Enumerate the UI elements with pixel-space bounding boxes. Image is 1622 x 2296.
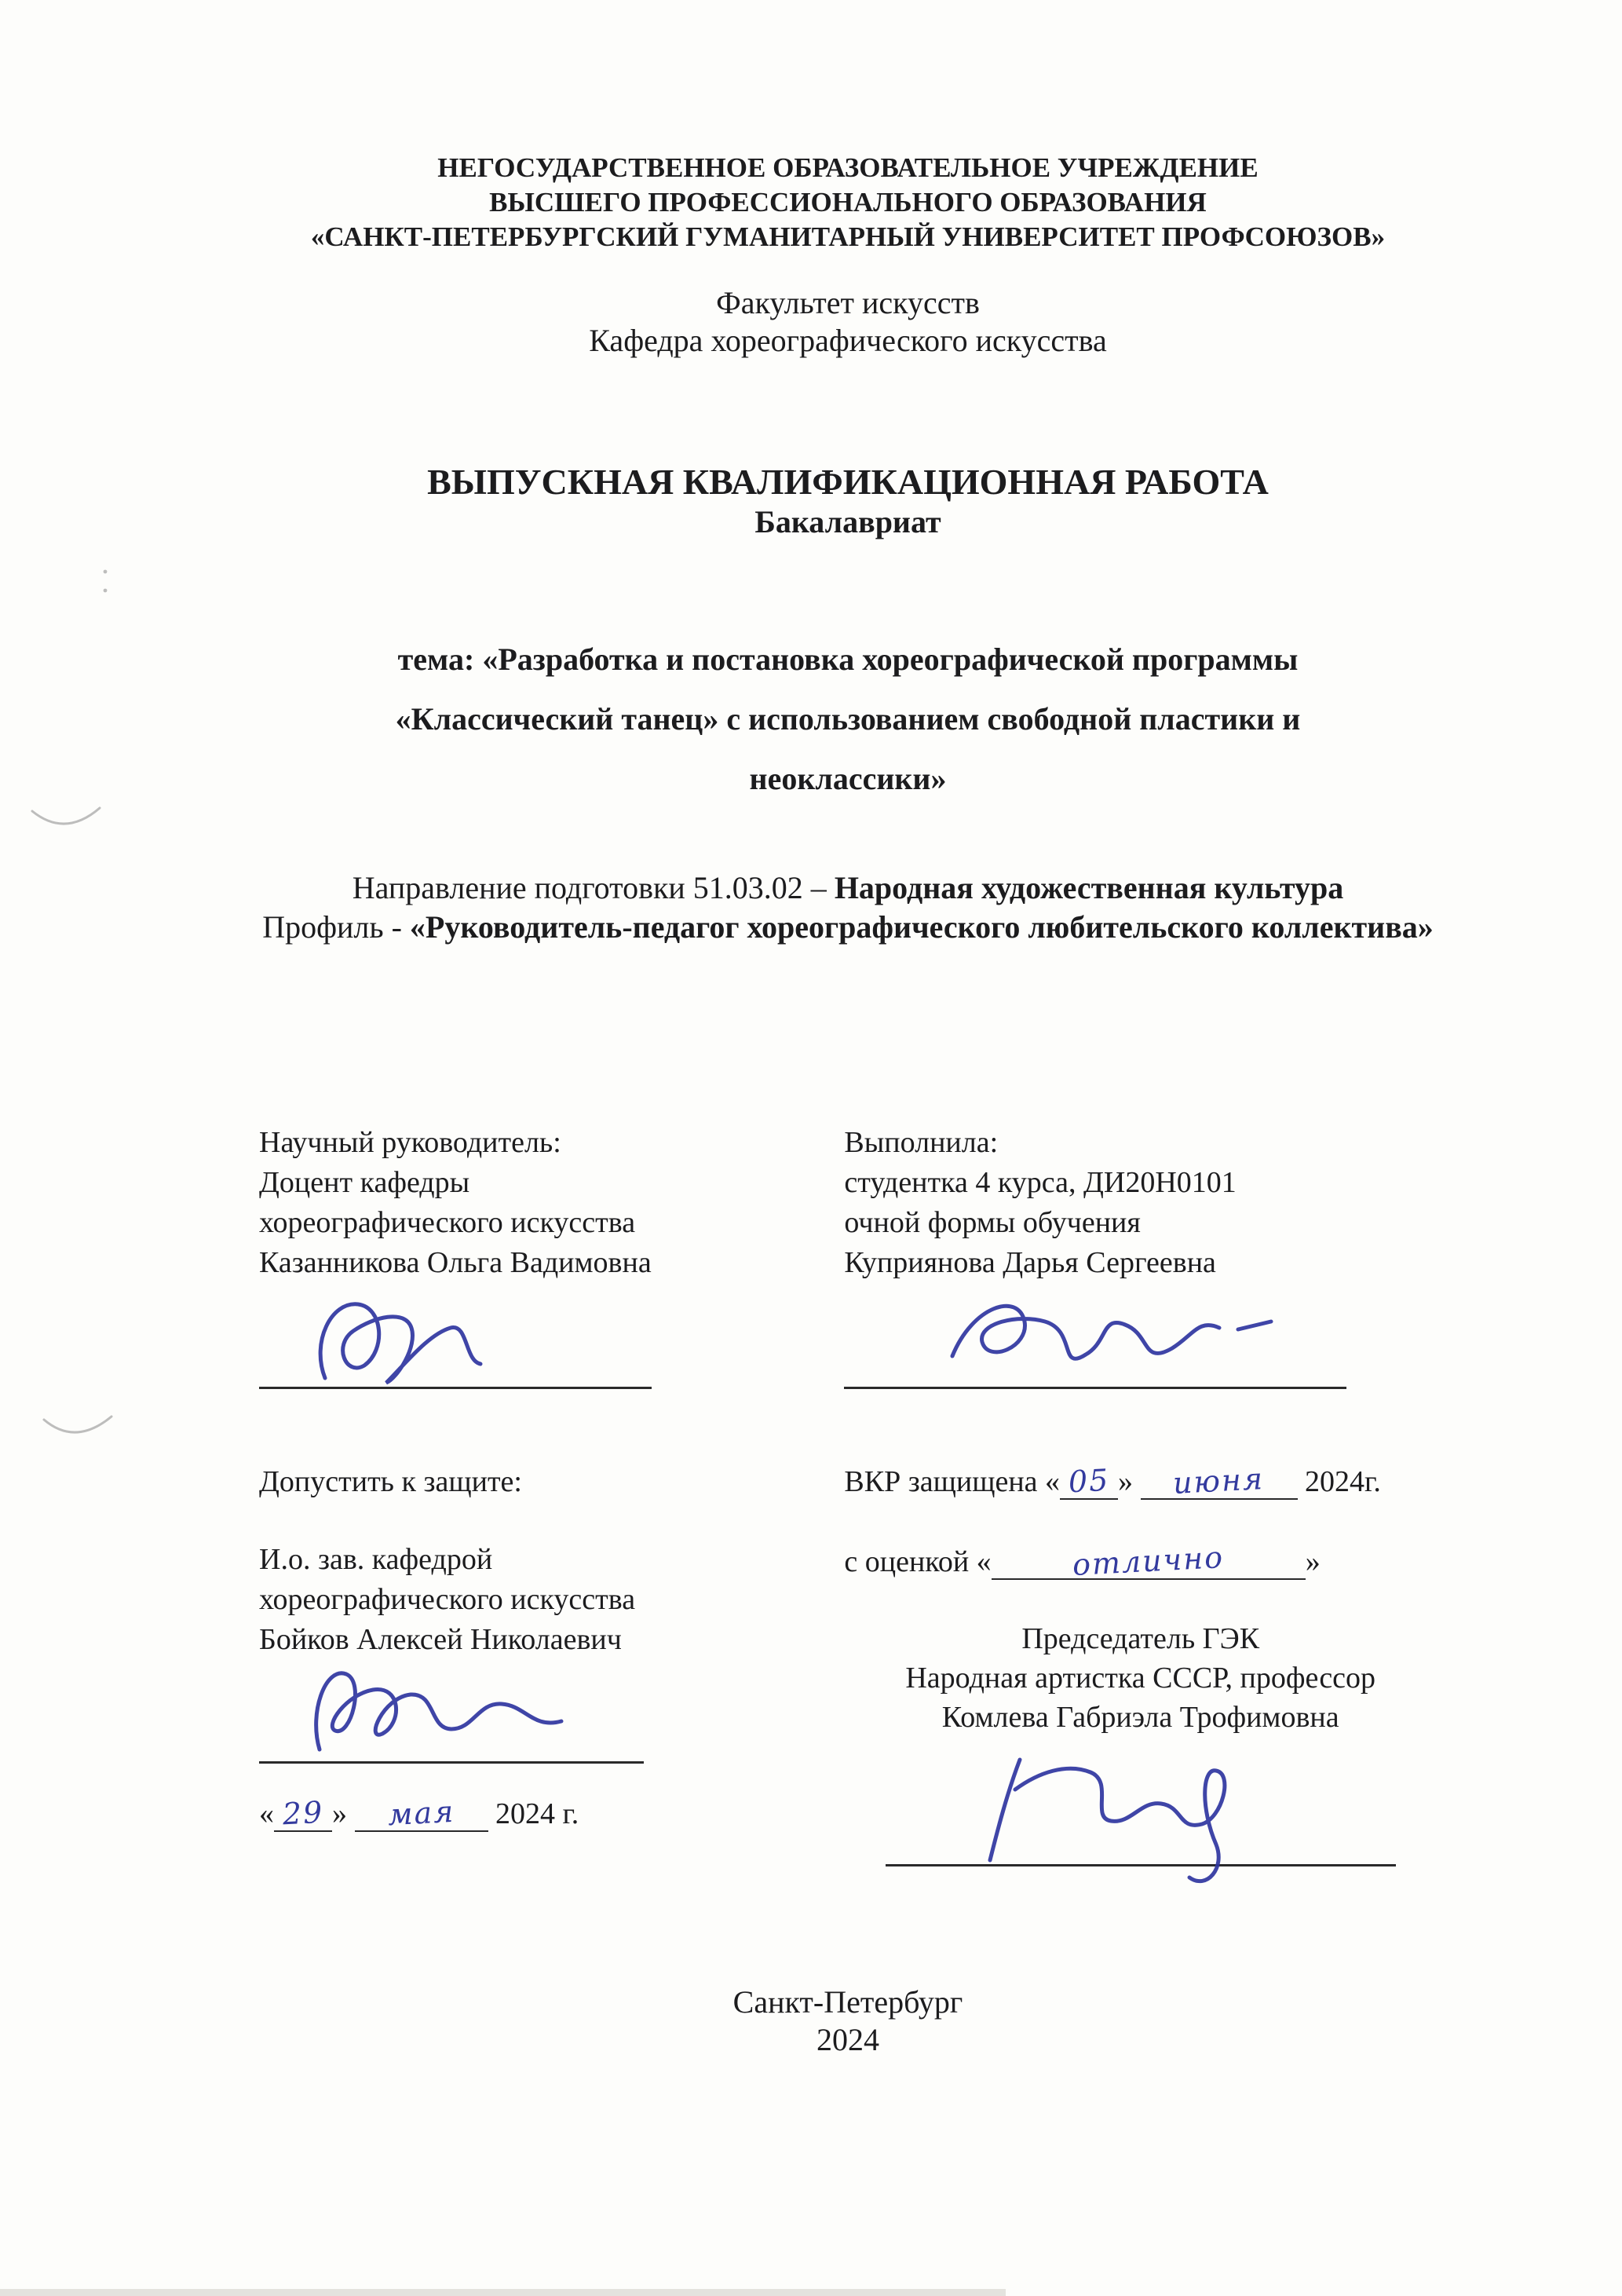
footer-city: Санкт-Петербург (732, 1984, 963, 2020)
institution-line-1: НЕГОСУДАРСТВЕННОЕ ОБРАЗОВАТЕЛЬНОЕ УЧРЕЖДЕНИЕ (437, 152, 1259, 183)
institution-line-3: «САНКТ-ПЕТЕРБУРГСКИЙ ГУМАНИТАРНЫЙ УНИВЕРСИТЕТ ПРОФСОЮЗОВ» (310, 221, 1386, 252)
supervisor-block (259, 1123, 820, 1389)
chairman-signature-line (886, 1864, 1396, 1866)
defense-prefix: ВКР защищена « (844, 1465, 1061, 1498)
faculty-block (259, 284, 1437, 360)
date-quote-close: » (332, 1797, 355, 1830)
admission-name: Бойков Алексей Николаевич (259, 1623, 622, 1656)
direction-line (259, 868, 1437, 908)
defense-after-day: » (1118, 1465, 1141, 1498)
defense-month-blank (1141, 1461, 1298, 1501)
grade-prefix: с оценкой « (844, 1545, 992, 1578)
theme-line-1 (259, 630, 1437, 689)
grade-line (844, 1539, 1437, 1583)
admission-day-blank (274, 1794, 332, 1832)
student-signature (938, 1284, 1284, 1402)
chairman-signature-area (844, 1737, 1437, 1866)
admission-position-2: хореографического искусства (259, 1583, 636, 1616)
theme-label: тема: (397, 642, 475, 677)
institution-line-2: ВЫСШЕГО ПРОФЕССИОНАЛЬНОГО ОБРАЗОВАНИЯ (489, 187, 1207, 218)
supervisor-student-row (259, 1123, 1437, 1389)
direction-value: Народная художественная культура (834, 870, 1344, 905)
date-quote-open: « (259, 1797, 274, 1830)
student-block (844, 1123, 1437, 1389)
defense-day-blank (1060, 1462, 1118, 1500)
footer-year: 2024 (816, 2022, 879, 2057)
work-title-block (259, 462, 1437, 542)
scan-artifact-dots (100, 567, 111, 598)
student-signature-line (844, 1387, 1346, 1389)
admission-month-handwritten: мая (386, 1793, 456, 1833)
supervisor-position-1: Доцент кафедры (259, 1166, 470, 1199)
grade-suffix: » (1305, 1545, 1321, 1578)
student-info-1: студентка 4 курса, ДИ20Н0101 (844, 1166, 1237, 1199)
faculty-line: Факультет искусств (716, 285, 980, 320)
student-label: Выполнила: (844, 1126, 999, 1159)
supervisor-signature (306, 1285, 526, 1403)
supervisor-signature-area (259, 1283, 820, 1389)
grade-handwritten: отлично (1072, 1539, 1226, 1583)
admission-day-handwritten: 29 (281, 1794, 325, 1832)
scan-artifact-curve-1 (27, 797, 106, 840)
defense-date-line (844, 1462, 1437, 1501)
theme-block (259, 630, 1437, 809)
department-line: Кафедра хореографического искусства (589, 323, 1107, 358)
scan-artifact-curve-2 (39, 1407, 118, 1450)
supervisor-label: Научный руководитель: (259, 1126, 561, 1159)
chairman-name: Комлева Габриэла Трофимовна (941, 1701, 1339, 1734)
admission-label: Допустить к защите: (259, 1465, 522, 1498)
theme-text-1: «Разработка и постановка хореографической программы (482, 642, 1299, 677)
student-name: Куприянова Дарья Сергеевна (844, 1246, 1216, 1279)
university-header (259, 151, 1437, 254)
admission-defense-row (259, 1462, 1437, 1866)
student-signature-area (844, 1283, 1437, 1389)
student-info-2: очной формы обучения (844, 1206, 1141, 1239)
admission-date-line (259, 1793, 820, 1833)
admission-year: 2024 г. (488, 1797, 579, 1830)
defense-day-handwritten: 05 (1067, 1462, 1111, 1500)
grade-blank (992, 1539, 1306, 1583)
supervisor-position-2: хореографического искусства (259, 1206, 636, 1239)
program-block (259, 868, 1437, 947)
supervisor-name: Казанникова Ольга Вадимовна (259, 1246, 652, 1279)
profile-value: «Руководитель-педагог хореографического любительского коллектива» (409, 909, 1434, 945)
profile-label: Профиль - (262, 909, 410, 945)
profile-line (259, 908, 1437, 947)
direction-label: Направление подготовки 51.03.02 – (352, 870, 835, 905)
chairman-honor: Народная артистка СССР, профессор (905, 1662, 1376, 1695)
theme-line-3: неоклассики» (749, 761, 947, 796)
theme-line-2: «Классический танец» с использованием свободной пластики и (395, 701, 1301, 737)
defense-block (844, 1462, 1437, 1866)
footer-block (259, 1983, 1437, 2059)
admission-month-blank (355, 1793, 488, 1833)
defense-month-handwritten: июня (1172, 1461, 1266, 1501)
admission-block (259, 1462, 820, 1866)
work-type-title: ВЫПУСКНАЯ КВАЛИФИКАЦИОННАЯ РАБОТА (427, 462, 1269, 502)
admission-signature (302, 1649, 585, 1775)
degree-level: Бакалавриат (754, 504, 941, 539)
defense-year: 2024г. (1297, 1465, 1381, 1498)
chairman-signature (970, 1741, 1299, 1914)
chairman-title: Председатель ГЭК (1021, 1622, 1260, 1655)
admission-position-1: И.о. зав. кафедрой (259, 1543, 493, 1576)
admission-signature-area (259, 1660, 820, 1764)
supervisor-signature-line (259, 1387, 652, 1389)
admission-signature-line (259, 1761, 644, 1764)
